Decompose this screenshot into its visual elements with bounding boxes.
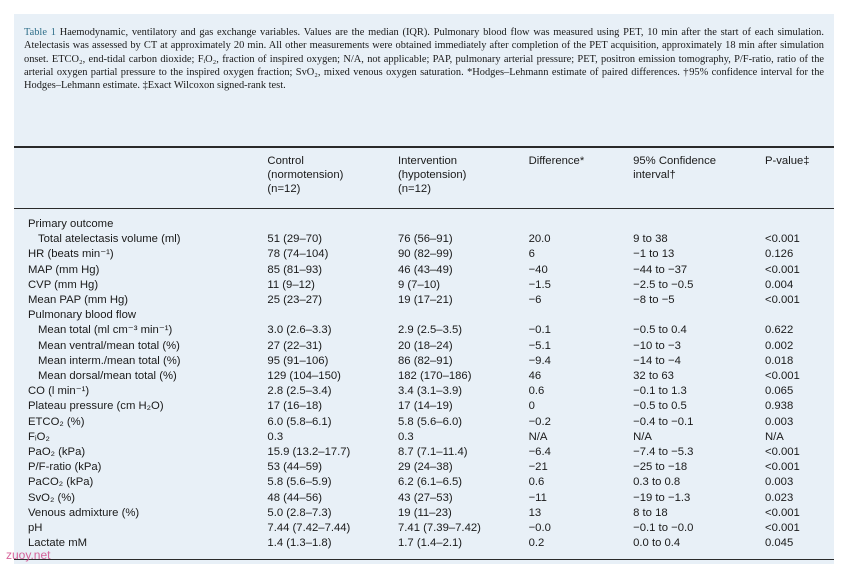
row-label: CVP (mm Hg) — [28, 278, 99, 291]
row-label: HR (beats min⁻¹) — [28, 248, 114, 261]
cell-pvalue: 0.065 — [764, 385, 794, 398]
cell-ci — [633, 308, 765, 323]
cell-control: 5.8 (5.6–5.9) — [267, 476, 332, 489]
header-intervention: Intervention (hypotension) (n=12) — [397, 155, 467, 195]
row-label: pH — [28, 522, 43, 535]
cell-pvalue: <0.001 — [764, 506, 800, 519]
table-row — [14, 415, 834, 430]
cell-control: 78 (74–104) — [267, 248, 329, 261]
row-label: Lactate mM — [28, 537, 88, 550]
cell-difference: −0.1 — [528, 324, 551, 337]
cell-intervention: 46 (43–49) — [397, 263, 453, 276]
cell-pvalue: <0.001 — [764, 294, 800, 307]
cell-difference — [529, 209, 634, 233]
table-row — [14, 308, 834, 323]
cell-difference: −0.0 — [528, 522, 551, 535]
table-header — [14, 147, 834, 209]
cell-ci: −10 to −3 — [633, 339, 681, 352]
cell-control: 2.8 (2.5–3.4) — [267, 385, 332, 398]
cell-pvalue: 0.622 — [764, 324, 794, 337]
cell-intervention: 7.41 (7.39–7.42) — [397, 522, 481, 535]
row-label: MAP (mm Hg) — [28, 263, 100, 276]
table-body — [14, 209, 834, 552]
row-label: P/F-ratio (kPa) — [28, 461, 102, 474]
cell-difference: 20.0 — [528, 233, 551, 246]
row-label: PaCO₂ (kPa) — [28, 476, 94, 489]
table-row — [14, 354, 834, 369]
cell-difference: −6 — [528, 294, 542, 307]
cell-ci: 0.0 to 0.4 — [633, 537, 681, 550]
header-difference: Difference* — [528, 155, 585, 167]
cell-pvalue: 0.045 — [764, 537, 794, 550]
cell-intervention: 9 (7–10) — [397, 278, 441, 291]
cell-difference: −0.2 — [528, 415, 551, 428]
cell-control: 11 (9–12) — [267, 278, 315, 291]
table-caption — [24, 26, 824, 92]
row-label: Primary outcome — [28, 218, 114, 230]
cell-intervention: 90 (82–99) — [397, 248, 453, 261]
table-label: Table 1 — [24, 27, 56, 38]
cell-intervention: 5.8 (5.6–6.0) — [397, 415, 463, 428]
cell-intervention: 2.9 (2.5–3.5) — [397, 324, 463, 337]
cell-ci — [633, 209, 765, 233]
row-label: Pulmonary blood flow — [28, 309, 137, 322]
table-panel — [14, 14, 834, 564]
cell-ci: 32 to 63 — [633, 370, 674, 383]
cell-control: 129 (104–150) — [267, 370, 341, 383]
cell-intervention: 86 (82–91) — [397, 354, 453, 367]
cell-ci: −7.4 to −5.3 — [633, 446, 694, 459]
cell-pvalue: 0.004 — [764, 278, 794, 291]
row-label: Venous admixture (%) — [28, 506, 140, 519]
cell-difference: N/A — [528, 430, 548, 443]
cell-difference: 6 — [528, 248, 535, 261]
cell-control: 15.9 (13.2–17.7) — [267, 446, 351, 459]
table-row — [14, 293, 834, 308]
cell-difference: 0.6 — [528, 476, 545, 489]
cell-control: 5.0 (2.8–7.3) — [267, 506, 332, 519]
table-row — [14, 339, 834, 354]
table-row — [14, 399, 834, 414]
cell-difference: −1.5 — [528, 278, 551, 291]
cell-ci: −44 to −37 — [633, 263, 688, 276]
row-label: Plateau pressure (cm H₂O) — [28, 400, 164, 413]
cell-control: 0.3 — [267, 430, 284, 443]
table-row — [14, 247, 834, 262]
table-row — [14, 475, 834, 490]
header-pvalue: P-value‡ — [764, 155, 810, 167]
row-label: FᵢO₂ — [28, 430, 50, 443]
cell-control: 51 (29–70) — [267, 233, 323, 246]
data-table — [14, 146, 834, 551]
cell-intervention: 8.7 (7.1–11.4) — [397, 446, 468, 459]
caption-text: Haemodynamic, ventilatory and gas exchange variables. Values are the median (IQR). Pulmonary blood flow was measured using PET, 10 min after the start of each simulation. Atelectasis was assessed by CT at approximately 20 min. All other measurements were obtained immediately after completion of the PET acquisition, approximately 18 min after simulation onset. ETCO₂, end-tidal carbon dioxide; FᵢO₂, fraction of inspired oxygen; N/A, not applicable; PAP, pulmonary arterial pressure; PET, positron emission tomography, P/F-ratio, ratio of the arterial oxygen partial pressure to the inspired oxygen fraction; SvO₂, mixed venous oxygen saturation. *Hodges–Lehmann estimate of paired differences. †95% confidence interval for the Hodges–Lehmann estimate. ‡Exact Wilcoxon signed-rank test. — [24, 27, 824, 92]
header-control: Control (normotension) (n=12) — [267, 155, 344, 195]
row-label: CO (l min⁻¹) — [28, 385, 90, 398]
cell-intervention: 0.3 — [397, 430, 414, 443]
cell-intervention: 20 (18–24) — [397, 339, 453, 352]
cell-pvalue: 0.003 — [764, 476, 794, 489]
cell-pvalue: N/A — [764, 430, 784, 443]
cell-intervention: 19 (17–21) — [397, 294, 453, 307]
row-label: Mean interm./mean total (%) — [38, 354, 181, 367]
cell-difference: −6.4 — [528, 446, 551, 459]
cell-intervention: 29 (24–38) — [397, 461, 453, 474]
cell-intervention: 182 (170–186) — [397, 370, 472, 383]
cell-control: 17 (16–18) — [267, 400, 323, 413]
cell-control: 7.44 (7.42–7.44) — [267, 522, 351, 535]
cell-intervention: 6.2 (6.1–6.5) — [397, 476, 463, 489]
table-row — [14, 323, 834, 338]
cell-intervention: 43 (27–53) — [397, 491, 453, 504]
cell-ci: 9 to 38 — [633, 233, 668, 246]
cell-ci: 8 to 18 — [633, 506, 668, 519]
cell-pvalue: 0.003 — [764, 415, 794, 428]
table-row — [14, 232, 834, 247]
cell-control: 53 (44–59) — [267, 461, 323, 474]
cell-ci: −0.1 to −0.0 — [633, 522, 694, 535]
cell-difference: −21 — [528, 461, 548, 474]
cell-control: 1.4 (1.3–1.8) — [267, 537, 332, 550]
cell-pvalue: <0.001 — [764, 522, 800, 535]
table-row — [14, 460, 834, 475]
cell-control: 48 (44–56) — [267, 491, 323, 504]
cell-ci: −0.1 to 1.3 — [633, 385, 687, 398]
cell-control: 6.0 (5.8–6.1) — [267, 415, 332, 428]
cell-pvalue: 0.023 — [764, 491, 794, 504]
cell-ci: −2.5 to −0.5 — [633, 278, 694, 291]
cell-difference: 46 — [528, 370, 542, 383]
cell-difference: −9.4 — [528, 354, 551, 367]
cell-pvalue — [765, 209, 834, 233]
cell-ci: −8 to −5 — [633, 294, 675, 307]
cell-ci: −0.5 to 0.4 — [633, 324, 687, 337]
header-ci: 95% Confidence interval† — [633, 155, 717, 181]
row-label: Mean total (ml cm⁻³ min⁻¹) — [38, 324, 173, 337]
cell-control: 27 (22–31) — [267, 339, 323, 352]
cell-ci: N/A — [633, 430, 652, 443]
cell-ci: −0.5 to 0.5 — [633, 400, 687, 413]
bottom-rule — [14, 559, 834, 560]
cell-pvalue: 0.938 — [764, 400, 794, 413]
cell-intervention: 76 (56–91) — [397, 233, 453, 246]
row-label: Mean PAP (mm Hg) — [28, 294, 129, 307]
cell-pvalue: <0.001 — [764, 263, 800, 276]
table-row — [14, 506, 834, 521]
table-row — [14, 491, 834, 506]
watermark: zuoy.net — [6, 548, 51, 562]
table-row — [14, 384, 834, 399]
cell-intervention — [398, 209, 529, 233]
cell-ci: −19 to −1.3 — [633, 491, 691, 504]
cell-control — [267, 209, 398, 233]
cell-pvalue: <0.001 — [764, 461, 800, 474]
cell-difference: −11 — [528, 491, 547, 504]
table-row — [14, 278, 834, 293]
cell-difference: 0 — [528, 400, 535, 413]
cell-control: 3.0 (2.6–3.3) — [267, 324, 332, 337]
table-row — [14, 369, 834, 384]
cell-difference: 0.6 — [528, 385, 545, 398]
cell-control: 85 (81–93) — [267, 263, 323, 276]
cell-intervention: 1.7 (1.4–2.1) — [397, 537, 463, 550]
cell-control: 95 (91–106) — [267, 354, 329, 367]
cell-difference — [529, 308, 634, 323]
cell-intervention — [398, 308, 529, 323]
cell-pvalue: <0.001 — [764, 370, 800, 383]
cell-ci: −1 to 13 — [633, 248, 675, 261]
cell-difference: 0.2 — [528, 537, 545, 550]
table-row — [14, 445, 834, 460]
header-variable — [14, 147, 267, 209]
table-row — [14, 263, 834, 278]
cell-ci: 0.3 to 0.8 — [633, 476, 681, 489]
row-label: Total atelectasis volume (ml) — [38, 233, 181, 246]
cell-intervention: 17 (14–19) — [397, 400, 453, 413]
cell-intervention: 3.4 (3.1–3.9) — [397, 385, 463, 398]
table-row — [14, 536, 834, 551]
cell-pvalue: <0.001 — [764, 233, 800, 246]
cell-pvalue: 0.002 — [764, 339, 794, 352]
row-label: ETCO₂ (%) — [28, 415, 85, 428]
cell-pvalue: 0.126 — [764, 248, 794, 261]
cell-ci: −25 to −18 — [633, 461, 688, 474]
cell-difference: −5.1 — [528, 339, 551, 352]
cell-intervention: 19 (11–23) — [397, 506, 452, 519]
cell-ci: −14 to −4 — [633, 354, 681, 367]
row-label: Mean dorsal/mean total (%) — [38, 370, 177, 383]
cell-pvalue — [765, 308, 834, 323]
table-row — [14, 521, 834, 536]
cell-difference: −40 — [528, 263, 548, 276]
cell-pvalue: 0.018 — [764, 354, 794, 367]
cell-control — [267, 308, 398, 323]
table-row — [14, 209, 834, 233]
table-row — [14, 430, 834, 445]
cell-control: 25 (23–27) — [267, 294, 323, 307]
cell-ci: −0.4 to −0.1 — [633, 415, 694, 428]
row-label: PaO₂ (kPa) — [28, 446, 86, 459]
row-label: Mean ventral/mean total (%) — [38, 339, 180, 352]
row-label: SvO₂ (%) — [28, 491, 76, 504]
cell-difference: 13 — [528, 506, 542, 519]
cell-pvalue: <0.001 — [764, 446, 800, 459]
